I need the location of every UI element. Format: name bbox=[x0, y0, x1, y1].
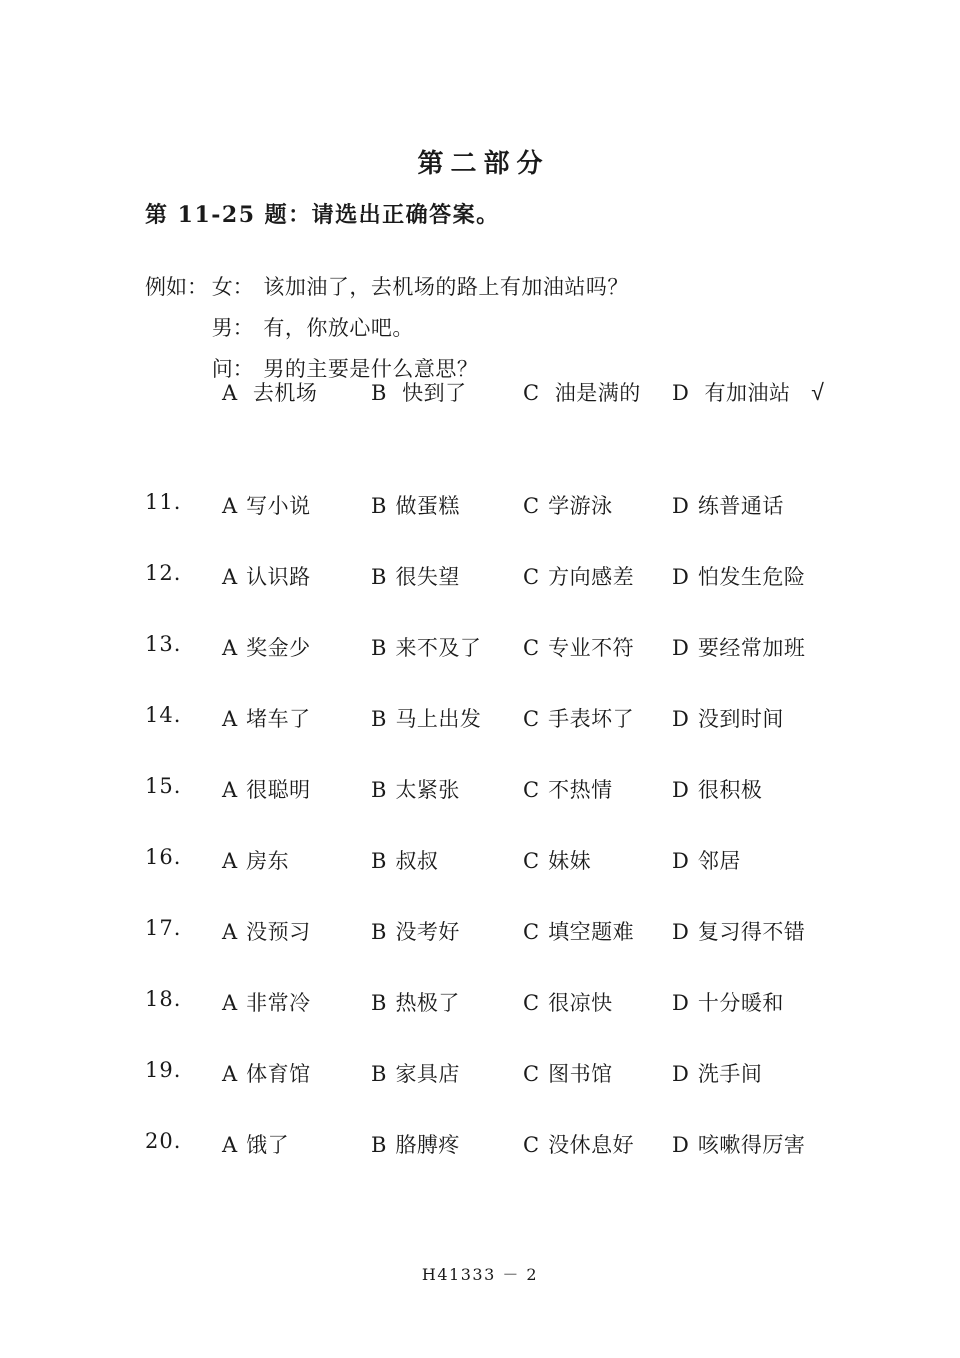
question-option-c[interactable] bbox=[523, 561, 634, 591]
option-letter: D bbox=[672, 1062, 689, 1086]
question-row bbox=[0, 916, 960, 987]
question-row bbox=[0, 703, 960, 774]
option-letter: B bbox=[371, 1062, 387, 1086]
question-option-c[interactable] bbox=[523, 490, 613, 520]
option-text: 方向感差 bbox=[548, 565, 635, 589]
example-text: 该加油了，去机场的路上有加油站吗？ bbox=[263, 275, 629, 299]
question-option-d[interactable] bbox=[672, 845, 741, 875]
option-text: 咳嗽得厉害 bbox=[697, 1133, 806, 1157]
question-option-a[interactable] bbox=[222, 774, 311, 804]
question-option-a[interactable] bbox=[222, 1058, 311, 1088]
question-option-c[interactable] bbox=[523, 987, 613, 1017]
question-row bbox=[0, 845, 960, 916]
question-option-d[interactable] bbox=[672, 561, 805, 591]
question-list bbox=[0, 490, 960, 1200]
example-speaker: 问： bbox=[211, 357, 254, 381]
question-option-a[interactable] bbox=[222, 703, 311, 733]
question-number: 15. bbox=[145, 774, 182, 798]
question-number: 16. bbox=[145, 845, 182, 869]
question-row bbox=[0, 1129, 960, 1200]
question-option-c[interactable] bbox=[523, 916, 634, 946]
option-text: 很聪明 bbox=[246, 778, 311, 802]
option-text: 很凉快 bbox=[548, 991, 613, 1015]
example-text: 有，你放心吧。 bbox=[263, 316, 414, 340]
option-text: 图书馆 bbox=[548, 1062, 613, 1086]
option-text: 认识路 bbox=[246, 565, 311, 589]
question-number: 14. bbox=[145, 703, 182, 727]
option-text: 太紧张 bbox=[395, 778, 460, 802]
option-letter: D bbox=[672, 707, 689, 731]
option-letter: B bbox=[371, 636, 387, 660]
option-text: 复习得不错 bbox=[697, 920, 806, 944]
option-letter: D bbox=[672, 381, 689, 405]
page-title: 第二部分 bbox=[417, 149, 550, 179]
option-text: 饿了 bbox=[246, 1133, 290, 1157]
question-row bbox=[0, 561, 960, 632]
question-option-b[interactable] bbox=[371, 1129, 460, 1159]
option-letter: C bbox=[523, 778, 540, 802]
option-letter: A bbox=[222, 778, 238, 802]
option-letter: D bbox=[672, 1133, 689, 1157]
option-letter: C bbox=[523, 565, 540, 589]
question-row bbox=[0, 490, 960, 561]
question-option-c[interactable] bbox=[523, 1058, 613, 1088]
example-block bbox=[145, 267, 629, 390]
option-text: 体育馆 bbox=[246, 1062, 311, 1086]
option-text: 房东 bbox=[246, 849, 290, 873]
option-letter: A bbox=[222, 1133, 238, 1157]
question-option-a[interactable] bbox=[222, 1129, 289, 1159]
example-text: 男的主要是什么意思？ bbox=[263, 357, 479, 381]
question-option-b[interactable] bbox=[371, 774, 460, 804]
question-option-a[interactable] bbox=[222, 490, 311, 520]
checkmark-icon: √ bbox=[811, 380, 824, 406]
option-text: 马上出发 bbox=[395, 707, 482, 731]
option-text: 学游泳 bbox=[548, 494, 613, 518]
option-text: 没考好 bbox=[395, 920, 460, 944]
option-text: 很积极 bbox=[697, 778, 763, 802]
example-speaker: 男： bbox=[211, 316, 254, 340]
option-letter: B bbox=[371, 565, 387, 589]
option-text: 非常冷 bbox=[246, 991, 311, 1015]
question-option-b[interactable] bbox=[371, 561, 460, 591]
question-option-d[interactable] bbox=[672, 916, 805, 946]
example-option-a[interactable] bbox=[222, 377, 317, 407]
option-letter: A bbox=[222, 991, 238, 1015]
example-option-d[interactable] bbox=[672, 377, 824, 407]
question-option-d[interactable] bbox=[672, 1058, 762, 1088]
option-letter: D bbox=[672, 494, 689, 518]
option-letter: D bbox=[672, 849, 689, 873]
question-option-c[interactable] bbox=[523, 632, 634, 662]
question-option-b[interactable] bbox=[371, 490, 460, 520]
question-option-d[interactable] bbox=[672, 703, 784, 733]
question-number: 19. bbox=[145, 1058, 182, 1082]
option-text: 没到时间 bbox=[697, 707, 784, 731]
option-text: 去机场 bbox=[252, 381, 318, 405]
option-letter: A bbox=[222, 381, 238, 405]
question-row bbox=[0, 1058, 960, 1129]
question-number: 18. bbox=[145, 987, 182, 1011]
option-text: 要经常加班 bbox=[697, 636, 806, 660]
option-letter: A bbox=[222, 1062, 238, 1086]
option-letter: C bbox=[523, 1062, 540, 1086]
question-row bbox=[0, 632, 960, 703]
question-option-d[interactable] bbox=[672, 774, 762, 804]
question-option-a[interactable] bbox=[222, 987, 311, 1017]
question-number: 17. bbox=[145, 916, 182, 940]
option-text: 奖金少 bbox=[246, 636, 311, 660]
option-letter: C bbox=[523, 494, 540, 518]
option-text: 洗手间 bbox=[697, 1062, 763, 1086]
option-text: 不热情 bbox=[548, 778, 613, 802]
option-letter: B bbox=[371, 849, 387, 873]
question-option-b[interactable] bbox=[371, 916, 460, 946]
option-letter: C bbox=[523, 991, 540, 1015]
option-text: 怕发生危险 bbox=[697, 565, 806, 589]
option-letter: D bbox=[672, 920, 689, 944]
question-option-b[interactable] bbox=[371, 987, 460, 1017]
option-letter: A bbox=[222, 494, 238, 518]
option-text: 热极了 bbox=[395, 991, 460, 1015]
option-letter: B bbox=[371, 778, 387, 802]
option-text: 妹妹 bbox=[548, 849, 592, 873]
option-letter: A bbox=[222, 707, 238, 731]
example-line bbox=[145, 308, 629, 349]
option-letter: C bbox=[523, 381, 540, 405]
question-option-c[interactable] bbox=[523, 1129, 634, 1159]
question-option-a[interactable] bbox=[222, 561, 311, 591]
option-text: 专业不符 bbox=[548, 636, 635, 660]
example-option-b[interactable] bbox=[371, 377, 467, 407]
option-letter: B bbox=[371, 991, 387, 1015]
question-option-b[interactable] bbox=[371, 632, 481, 662]
example-line bbox=[145, 267, 629, 308]
instruction-line: 第 11-25 题：请选出正确答案。 bbox=[145, 202, 500, 228]
option-text: 很失望 bbox=[395, 565, 460, 589]
option-text: 练普通话 bbox=[697, 494, 784, 518]
option-text: 没休息好 bbox=[548, 1133, 635, 1157]
option-letter: B bbox=[371, 381, 387, 405]
question-number: 13. bbox=[145, 632, 182, 656]
option-letter: C bbox=[523, 920, 540, 944]
option-letter: A bbox=[222, 636, 238, 660]
question-option-d[interactable] bbox=[672, 987, 784, 1017]
option-text: 写小说 bbox=[246, 494, 311, 518]
option-text: 填空题难 bbox=[548, 920, 635, 944]
option-letter: C bbox=[523, 1133, 540, 1157]
question-option-a[interactable] bbox=[222, 632, 311, 662]
question-option-b[interactable] bbox=[371, 845, 438, 875]
option-text: 堵车了 bbox=[246, 707, 311, 731]
option-text: 十分暖和 bbox=[697, 991, 784, 1015]
question-option-b[interactable] bbox=[371, 1058, 460, 1088]
option-text: 胳膊疼 bbox=[395, 1133, 460, 1157]
option-letter: D bbox=[672, 565, 689, 589]
question-option-d[interactable] bbox=[672, 1129, 805, 1159]
question-option-b[interactable] bbox=[371, 703, 481, 733]
option-text: 来不及了 bbox=[395, 636, 482, 660]
option-text: 有加油站 bbox=[704, 381, 791, 405]
question-number: 12. bbox=[145, 561, 182, 585]
option-letter: C bbox=[523, 707, 540, 731]
question-option-c[interactable] bbox=[523, 703, 634, 733]
option-text: 叔叔 bbox=[395, 849, 439, 873]
page-footer: H41333 － 2 bbox=[421, 1265, 539, 1284]
option-letter: A bbox=[222, 920, 238, 944]
option-letter: C bbox=[523, 636, 540, 660]
option-letter: B bbox=[371, 494, 387, 518]
option-text: 手表坏了 bbox=[548, 707, 635, 731]
question-row bbox=[0, 987, 960, 1058]
option-text: 油是满的 bbox=[554, 381, 641, 405]
question-option-d[interactable] bbox=[672, 632, 805, 662]
option-letter: B bbox=[371, 707, 387, 731]
option-letter: C bbox=[523, 849, 540, 873]
question-row bbox=[0, 774, 960, 845]
option-letter: D bbox=[672, 636, 689, 660]
option-text: 快到了 bbox=[402, 381, 467, 405]
question-number: 11. bbox=[145, 490, 182, 514]
option-text: 邻居 bbox=[697, 849, 741, 873]
question-option-c[interactable] bbox=[523, 774, 613, 804]
example-speaker: 女： bbox=[211, 275, 254, 299]
option-letter: B bbox=[371, 920, 387, 944]
option-letter: B bbox=[371, 1133, 387, 1157]
option-letter: A bbox=[222, 849, 238, 873]
example-label: 例如： bbox=[145, 275, 208, 299]
question-option-d[interactable] bbox=[672, 490, 784, 520]
question-number: 20. bbox=[145, 1129, 182, 1153]
question-option-a[interactable] bbox=[222, 845, 289, 875]
option-letter: A bbox=[222, 565, 238, 589]
option-text: 没预习 bbox=[246, 920, 311, 944]
option-text: 家具店 bbox=[395, 1062, 460, 1086]
example-option-c[interactable] bbox=[523, 377, 641, 407]
option-letter: D bbox=[672, 778, 689, 802]
option-letter: D bbox=[672, 991, 689, 1015]
question-option-c[interactable] bbox=[523, 845, 591, 875]
option-text: 做蛋糕 bbox=[395, 494, 460, 518]
question-option-a[interactable] bbox=[222, 916, 311, 946]
